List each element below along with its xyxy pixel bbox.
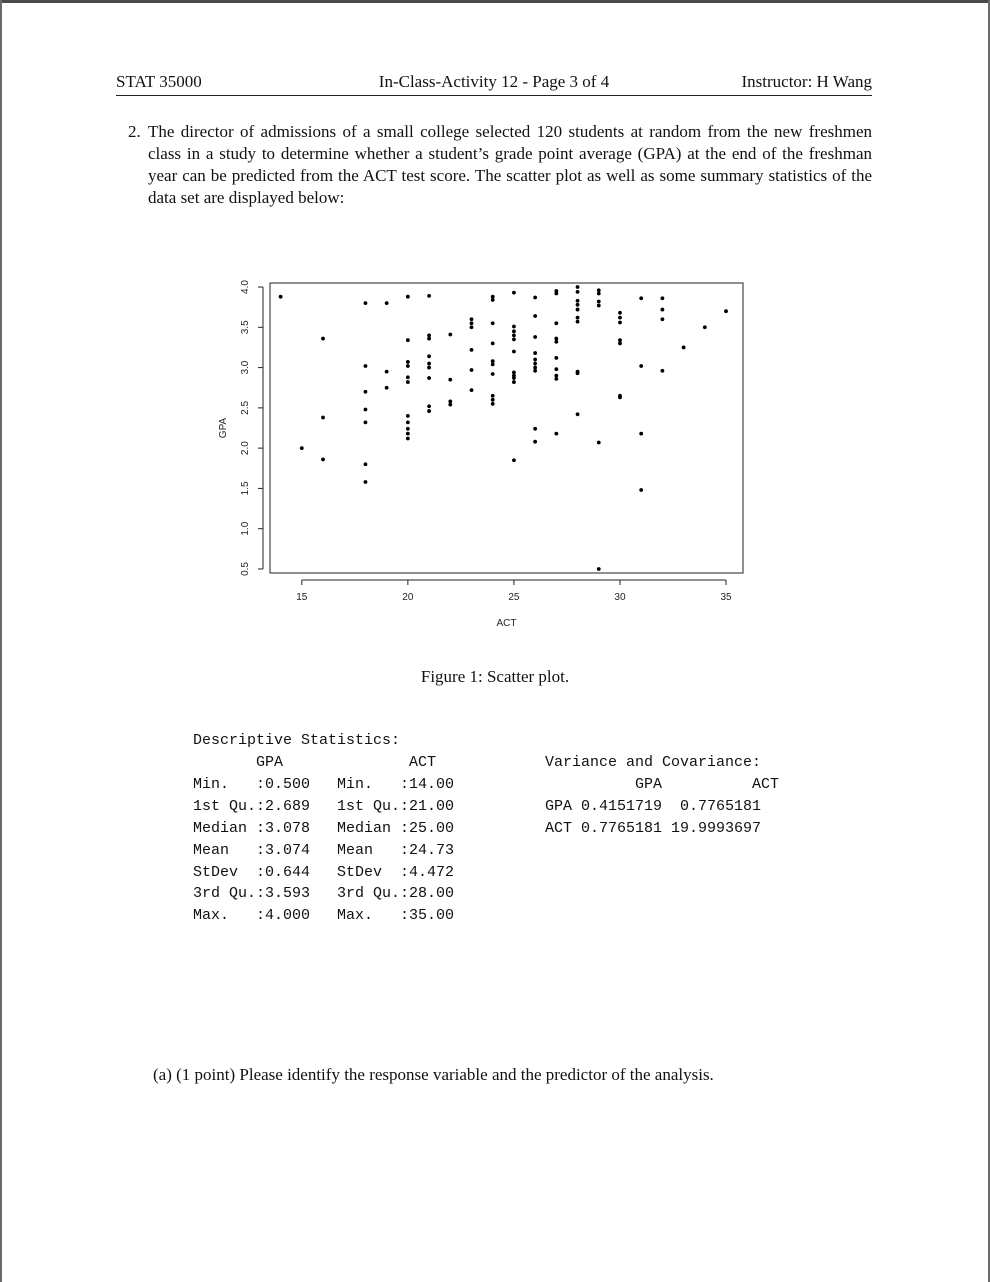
data-point [533,296,537,300]
data-point [618,342,622,346]
data-point [491,362,495,366]
data-point [576,303,580,307]
data-point [321,337,325,341]
data-point [512,291,516,295]
data-point [406,364,410,368]
problem-text: The director of admissions of a small college selected 120 students at random from the new freshmen class in a study to determine whether a student’s grade point average (GPA) at the end of the freshman year can be predicted from the ACT test score. The scatter plot as well as some summary statistics of the data set are displayed below: [148,122,872,207]
data-point [576,285,580,289]
data-point [576,412,580,416]
data-point [491,402,495,406]
data-point [406,437,410,441]
data-point [512,350,516,354]
data-point [618,311,622,315]
page-header [116,72,872,94]
x-axis-label: ACT [496,618,517,629]
data-point [533,335,537,339]
data-point [427,354,431,358]
data-point [554,367,558,371]
y-tick-label: 3.5 [240,320,251,335]
data-point [427,404,431,408]
data-point [597,292,601,296]
data-point [427,337,431,341]
data-point [406,414,410,418]
data-point [385,370,389,374]
header-rule [116,95,872,96]
data-point [470,325,474,329]
y-tick-label: 4.0 [240,280,251,294]
data-point [406,420,410,424]
x-tick-label: 35 [720,592,732,603]
data-point [448,403,452,407]
data-point [618,395,622,399]
data-point [618,321,622,325]
data-point [491,394,495,398]
y-tick-label: 1.5 [240,481,251,496]
data-point [427,294,431,298]
data-point [364,420,368,424]
data-point [406,375,410,379]
header-instructor: Instructor: H Wang [741,72,872,91]
data-point [427,366,431,370]
data-point [470,368,474,372]
data-point [533,369,537,373]
scatter-plot [210,272,770,642]
data-point [321,458,325,462]
header-course: STAT 35000 [116,72,202,91]
x-tick-label: 20 [402,592,414,603]
data-point [406,338,410,342]
data-point [554,321,558,325]
data-point [406,295,410,299]
data-point [660,369,664,373]
page-frame-left [0,0,2,1282]
data-point [364,390,368,394]
data-point [597,300,601,304]
data-point [576,320,580,324]
data-point [533,440,537,444]
data-point [660,317,664,321]
data-point [364,301,368,305]
data-point [470,348,474,352]
data-point [554,340,558,344]
data-point [364,480,368,484]
problem-number: 2. [128,122,141,141]
data-point [512,325,516,329]
y-tick-label: 2.5 [240,400,251,415]
x-tick-label: 15 [296,592,308,603]
data-point [364,364,368,368]
data-point [576,371,580,375]
y-tick-label: 2.0 [240,441,251,456]
page-frame-top [0,0,990,3]
data-point [448,378,452,382]
data-point [427,362,431,366]
data-point [406,427,410,431]
data-point [618,316,622,320]
data-point [512,458,516,462]
data-point [406,380,410,384]
data-point [364,408,368,412]
y-tick-label: 0.5 [240,562,251,576]
data-point [279,295,283,299]
data-point [300,446,304,450]
data-point [703,325,707,329]
data-point [554,356,558,360]
data-point [576,290,580,294]
data-point [724,309,728,313]
data-point [533,362,537,366]
data-point [554,432,558,436]
y-tick-label: 1.0 [240,521,251,536]
x-tick-label: 30 [614,592,626,603]
data-point [533,427,537,431]
data-point [512,380,516,384]
data-point [660,296,664,300]
question-a: (a) (1 point) Please identify the response variable and the predictor of the analysis. [153,1065,714,1084]
data-point [364,462,368,466]
header-activity: In-Class-Activity 12 - Page 3 of 4 [378,72,610,91]
descriptive-stats-table: GPA ACT Min. :0.500 Min. :14.00 1st Qu.:2.689 1st Qu.:21.00 Median :3.078 Median :25.00 Mean :3.074 Mean :24.73 StDev :0.644 StDev :4.472 3rd Qu.:3.593 3rd Qu.:28.00 Max. :4.000 Max. :35.00 [193,754,455,925]
data-point [512,337,516,341]
data-point [533,351,537,355]
y-axis-label: GPA [218,417,229,439]
data-point [533,314,537,318]
data-point [639,364,643,368]
y-tick-label: 3.0 [240,360,251,375]
data-point [554,292,558,296]
data-point [470,388,474,392]
data-point [576,316,580,320]
x-tick-label: 25 [508,592,520,603]
data-point [512,376,516,380]
data-point [597,567,601,571]
data-point [512,329,516,333]
problem-2 [128,121,872,209]
data-point [660,308,664,312]
data-point [491,342,495,346]
figure-caption: Figure 1: Scatter plot. [420,667,570,686]
data-point [639,432,643,436]
data-point [406,432,410,436]
data-point [576,299,580,303]
data-point [639,488,643,492]
data-point [597,304,601,308]
data-point [491,321,495,325]
variance-covariance-table: Variance and Covariance: GPA ACT GPA 0.4151719 0.7765181 ACT 0.7765181 19.9993697 [545,754,780,837]
data-point [597,441,601,445]
plot-frame [270,283,743,573]
data-point [470,321,474,325]
data-point [470,317,474,321]
data-point [491,372,495,376]
data-point [406,360,410,364]
data-point [385,386,389,390]
data-point [682,346,686,350]
data-point [491,398,495,402]
data-point [576,308,580,312]
data-point [533,358,537,362]
data-point [321,416,325,420]
data-point [554,377,558,381]
data-point [427,376,431,380]
data-point [385,301,389,305]
data-point [427,409,431,413]
data-point [639,296,643,300]
data-point [491,298,495,302]
data-point [448,333,452,337]
data-point [512,333,516,337]
descriptive-stats-title: Descriptive Statistics: [193,732,401,749]
